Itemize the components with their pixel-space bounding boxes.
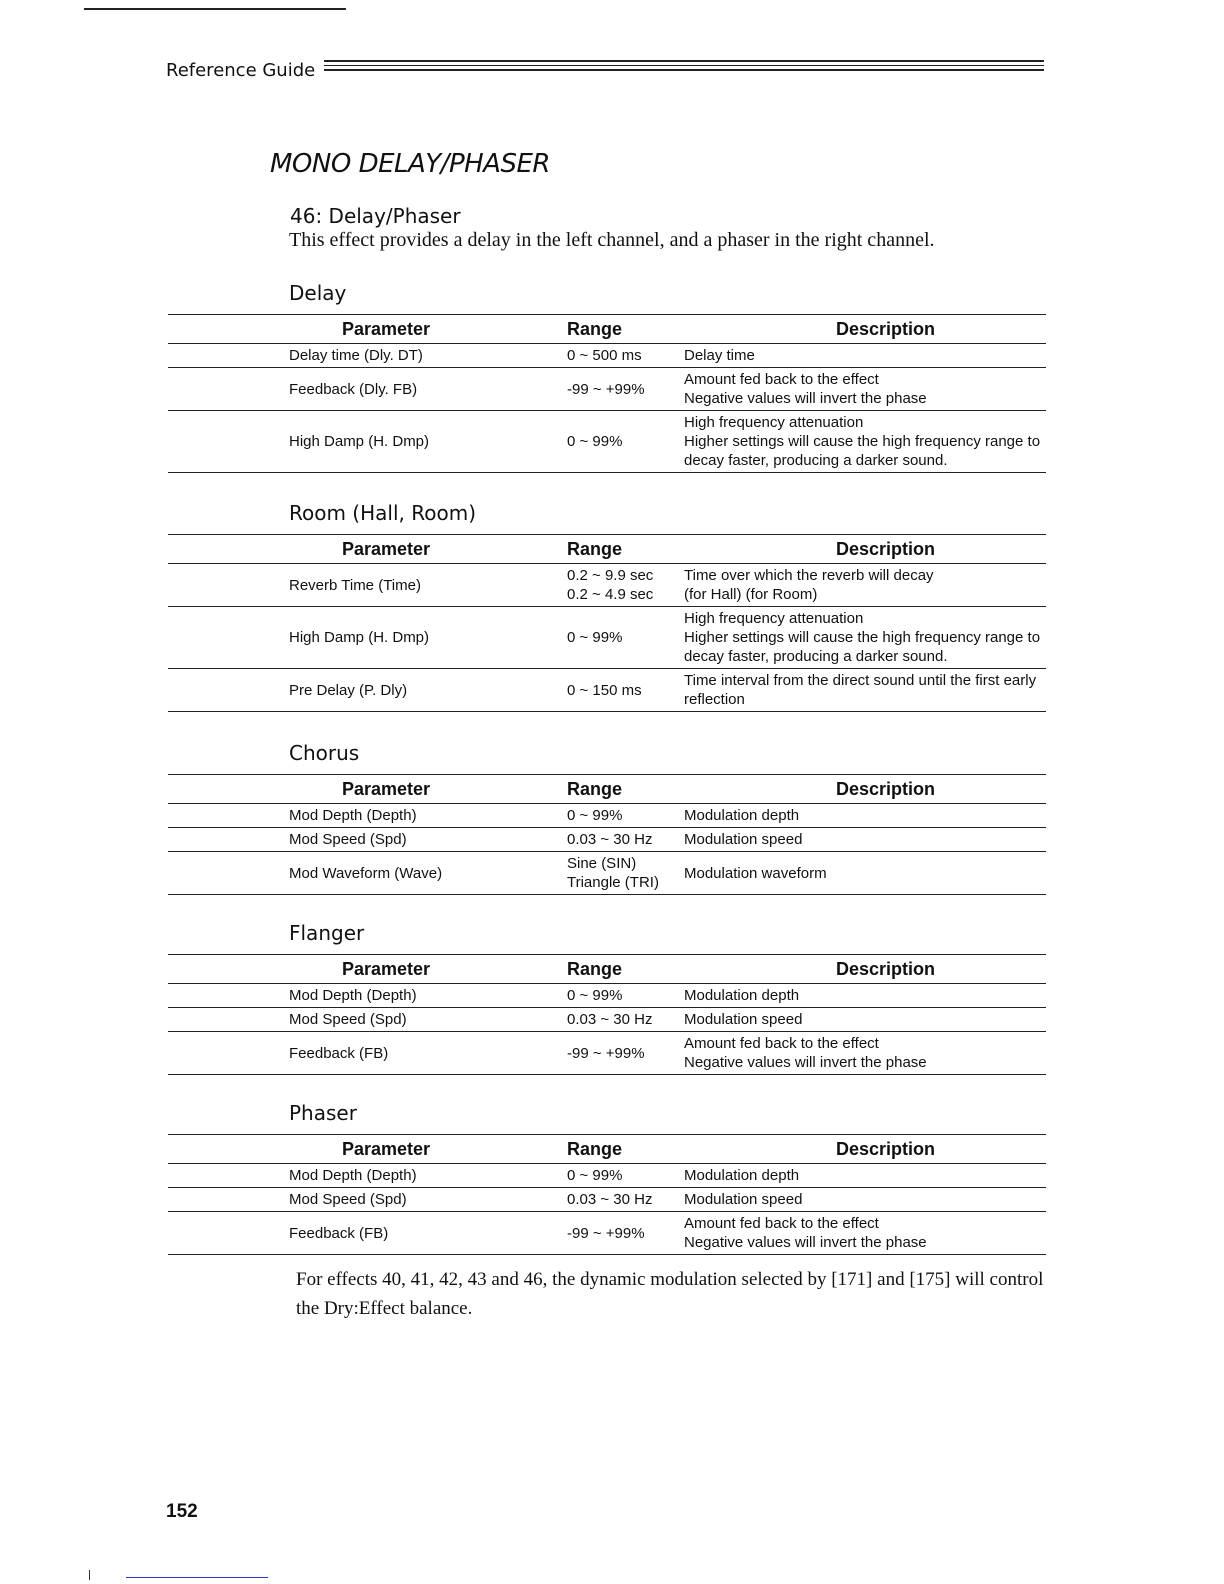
section-delay	[168, 278, 1046, 473]
effect-heading: 46: Delay/Phaser	[290, 204, 461, 228]
header-range: Range	[567, 315, 684, 344]
parameter-table	[168, 954, 1046, 1075]
range-cell: -99 ~ +99%	[567, 1032, 684, 1075]
range-line: 0.2 ~ 4.9 sec	[567, 586, 654, 603]
description-line: Amount fed back to the effect	[684, 1215, 879, 1232]
range-cell: -99 ~ +99%	[567, 1212, 684, 1255]
description-line: Higher settings will cause the high frequency range to	[684, 629, 1041, 646]
param-cell: Delay time (Dly. DT)	[168, 344, 567, 368]
description-line: Amount fed back to the effect	[684, 371, 879, 388]
description-cell	[684, 1032, 1046, 1075]
header-parameter: Parameter	[168, 775, 567, 804]
description-cell	[684, 344, 1046, 368]
description-cell	[684, 1164, 1046, 1188]
description-cell	[684, 1008, 1046, 1032]
range-cell	[567, 852, 684, 895]
description-line: Modulation waveform	[684, 864, 827, 882]
description-cell	[684, 607, 1046, 669]
description-line: Time over which the reverb will decay	[684, 567, 934, 584]
description-cell	[684, 368, 1046, 411]
table-row	[168, 669, 1046, 712]
page-number: 152	[166, 1501, 198, 1522]
param-cell: Mod Depth (Depth)	[168, 984, 567, 1008]
table-row	[168, 564, 1046, 607]
description-line: Modulation depth	[684, 987, 800, 1004]
table-row	[168, 852, 1046, 895]
description-line: decay faster, producing a darker sound.	[684, 648, 948, 665]
param-cell: High Damp (H. Dmp)	[168, 607, 567, 669]
description-cell	[684, 669, 1046, 712]
description-cell	[684, 804, 1046, 828]
header-parameter: Parameter	[168, 535, 567, 564]
description-cell	[684, 1188, 1046, 1212]
section-phaser	[168, 1098, 1046, 1255]
running-header	[166, 60, 1046, 86]
parameter-table	[168, 534, 1046, 712]
header-description: Description	[684, 775, 1046, 804]
range-cell	[567, 564, 684, 607]
header-description: Description	[684, 955, 1046, 984]
description-line: Modulation speed	[684, 1191, 803, 1208]
page-title: MONO DELAY/PHASER	[270, 149, 550, 179]
description-cell	[684, 828, 1046, 852]
header-range: Range	[567, 955, 684, 984]
param-cell: Mod Depth (Depth)	[168, 804, 567, 828]
table-row	[168, 828, 1046, 852]
description-cell	[684, 852, 1046, 895]
range-cell: 0 ~ 99%	[567, 1164, 684, 1188]
table-row	[168, 1032, 1046, 1075]
description-cell	[684, 1212, 1046, 1255]
description-line: (for Hall) (for Room)	[684, 586, 818, 603]
header-description: Description	[684, 535, 1046, 564]
section-title: Phaser	[289, 1101, 357, 1125]
margin-tick	[89, 1570, 90, 1580]
bottom-rule	[126, 1577, 268, 1578]
param-cell: Mod Waveform (Wave)	[168, 852, 567, 895]
range-cell: 0 ~ 500 ms	[567, 344, 684, 368]
description-line: Higher settings will cause the high frequency range to	[684, 433, 1041, 450]
description-line: decay faster, producing a darker sound.	[684, 452, 948, 469]
description-line: Modulation speed	[684, 831, 803, 848]
range-cell: 0 ~ 99%	[567, 804, 684, 828]
description-cell	[684, 411, 1046, 473]
section-chorus	[168, 738, 1046, 895]
section-title: Chorus	[289, 741, 360, 765]
header-parameter: Parameter	[168, 1135, 567, 1164]
header-label: Reference Guide	[166, 60, 316, 81]
param-cell: High Damp (H. Dmp)	[168, 411, 567, 473]
param-cell: Feedback (FB)	[168, 1212, 567, 1255]
header-rules	[324, 60, 1044, 80]
description-line: Negative values will invert the phase	[684, 1054, 927, 1071]
table-row	[168, 411, 1046, 473]
range-cell: 0 ~ 99%	[567, 984, 684, 1008]
range-line: Sine (SIN)	[567, 855, 637, 872]
range-cell: -99 ~ +99%	[567, 368, 684, 411]
description-line: Modulation depth	[684, 1167, 800, 1184]
range-cell: 0.03 ~ 30 Hz	[567, 1188, 684, 1212]
table-row	[168, 344, 1046, 368]
section-room	[168, 498, 1046, 712]
range-cell: 0 ~ 99%	[567, 411, 684, 473]
section-title: Flanger	[289, 921, 365, 945]
header-parameter: Parameter	[168, 955, 567, 984]
header-range: Range	[567, 775, 684, 804]
param-cell: Feedback (FB)	[168, 1032, 567, 1075]
description-line: Negative values will invert the phase	[684, 1234, 927, 1251]
effect-intro: This effect provides a delay in the left channel, and a phaser in the right channel.	[289, 229, 935, 251]
description-line: Modulation depth	[684, 807, 800, 824]
section-flanger	[168, 918, 1046, 1075]
description-cell	[684, 564, 1046, 607]
table-row	[168, 1008, 1046, 1032]
description-line: Amount fed back to the effect	[684, 1035, 879, 1052]
range-cell: 0 ~ 99%	[567, 607, 684, 669]
top-rule	[84, 8, 346, 10]
description-line: High frequency attenuation	[684, 414, 864, 431]
description-line: Time interval from the direct sound until the first early	[684, 672, 1037, 689]
param-cell: Reverb Time (Time)	[168, 564, 567, 607]
description-line: reflection	[684, 691, 745, 708]
section-title: Room (Hall, Room)	[289, 501, 476, 525]
range-cell: 0.03 ~ 30 Hz	[567, 1008, 684, 1032]
param-cell: Mod Speed (Spd)	[168, 1188, 567, 1212]
description-cell	[684, 984, 1046, 1008]
range-cell: 0 ~ 150 ms	[567, 669, 684, 712]
param-cell: Mod Speed (Spd)	[168, 828, 567, 852]
param-cell: Mod Depth (Depth)	[168, 1164, 567, 1188]
range-line: Triangle (TRI)	[567, 874, 659, 891]
range-line: 0.2 ~ 9.9 sec	[567, 567, 654, 584]
table-row	[168, 607, 1046, 669]
table-row	[168, 984, 1046, 1008]
param-cell: Feedback (Dly. FB)	[168, 368, 567, 411]
table-row	[168, 804, 1046, 828]
header-description: Description	[684, 1135, 1046, 1164]
parameter-table	[168, 314, 1046, 473]
table-row	[168, 1164, 1046, 1188]
description-line: Modulation speed	[684, 1011, 803, 1028]
header-range: Range	[567, 535, 684, 564]
section-title: Delay	[289, 281, 347, 305]
range-cell: 0.03 ~ 30 Hz	[567, 828, 684, 852]
header-range: Range	[567, 1135, 684, 1164]
description-line: Negative values will invert the phase	[684, 390, 927, 407]
parameter-table	[168, 1134, 1046, 1255]
table-row	[168, 1188, 1046, 1212]
description-line: High frequency attenuation	[684, 610, 864, 627]
header-description: Description	[684, 315, 1046, 344]
table-row	[168, 1212, 1046, 1255]
footer-note: For effects 40, 41, 42, 43 and 46, the dynamic modulation selected by [171] and [175] will control the Dry:Effect balance.	[296, 1269, 1044, 1319]
description-line: Delay time	[684, 347, 755, 364]
param-cell: Pre Delay (P. Dly)	[168, 669, 567, 712]
param-cell: Mod Speed (Spd)	[168, 1008, 567, 1032]
table-row	[168, 368, 1046, 411]
parameter-table	[168, 774, 1046, 895]
header-parameter: Parameter	[168, 315, 567, 344]
